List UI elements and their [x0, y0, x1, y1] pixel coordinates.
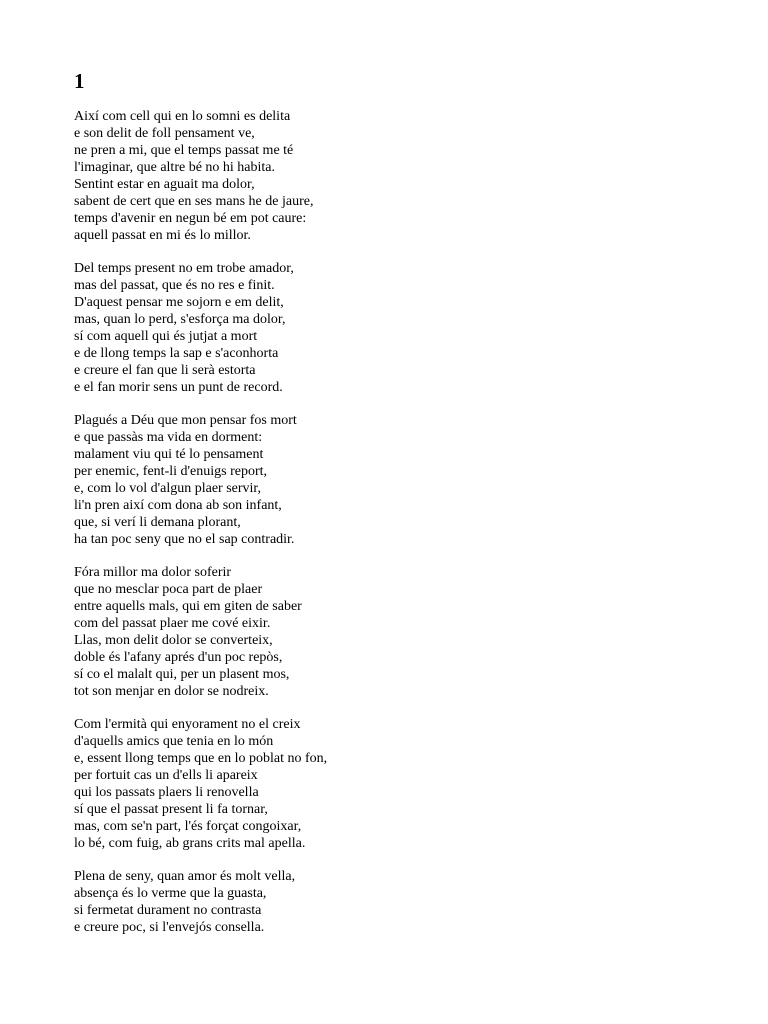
- verse-line: per fortuit cas un d'ells li apareix: [74, 768, 258, 783]
- stanza-1: [74, 108, 714, 244]
- document-page: [74, 68, 714, 952]
- verse-line: sí co el malalt qui, per un plasent mos,: [74, 667, 290, 682]
- verse-line: e, com lo vol d'algun plaer servir,: [74, 481, 262, 496]
- verse-line: Fóra millor ma dolor soferir: [74, 565, 232, 580]
- verse-line: e el fan morir sens un punt de record.: [74, 380, 283, 395]
- verse-line: mas, quan lo perd, s'esforça ma dolor,: [74, 312, 286, 327]
- verse-line: Llas, mon delit dolor se converteix,: [74, 633, 273, 648]
- verse-line: Com l'ermità qui enyorament no el creix: [74, 717, 301, 732]
- verse-line: mas, com se'n part, l'és forçat congoixar,: [74, 819, 302, 834]
- verse-line: sí que el passat present li fa tornar,: [74, 802, 268, 817]
- verse-line: temps d'avenir en negun bé em pot caure:: [74, 211, 307, 226]
- stanza-5: [74, 716, 714, 852]
- verse-line: mas del passat, que és no res e finit.: [74, 278, 275, 293]
- verse-line: si fermetat durament no contrasta: [74, 903, 262, 918]
- verse-line: e de llong temps la sap e s'aconhorta: [74, 346, 279, 361]
- verse-line: absença és lo verme que la guasta,: [74, 886, 267, 901]
- poem-number: 1: [74, 69, 85, 93]
- verse-line: que no mesclar poca part de plaer: [74, 582, 263, 597]
- verse-line: D'aquest pensar me sojorn e em delit,: [74, 295, 284, 310]
- verse-line: doble és l'afany aprés d'un poc repòs,: [74, 650, 283, 665]
- verse-line: d'aquells amics que tenia en lo món: [74, 734, 274, 749]
- stanza-6: [74, 868, 714, 936]
- stanza-4: [74, 564, 714, 700]
- verse-line: lo bé, com fuig, ab grans crits mal apella.: [74, 836, 306, 851]
- verse-line: que, si verí li demana plorant,: [74, 515, 241, 530]
- verse-line: ha tan poc seny que no el sap contradir.: [74, 532, 295, 547]
- verse-line: e que passàs ma vida en dorment:: [74, 430, 263, 445]
- verse-line: e, essent llong temps que en lo poblat no fon,: [74, 751, 328, 766]
- verse-line: per enemic, fent-li d'enuigs report,: [74, 464, 268, 479]
- verse-line: tot son menjar en dolor se nodreix.: [74, 684, 269, 699]
- verse-line: malament viu qui té lo pensament: [74, 447, 264, 462]
- verse-line: li'n pren així com dona ab son infant,: [74, 498, 282, 513]
- verse-line: l'imaginar, que altre bé no hi habita.: [74, 160, 276, 175]
- stanza-2: [74, 260, 714, 396]
- verse-line: Plena de seny, quan amor és molt vella,: [74, 869, 296, 884]
- verse-line: entre aquells mals, qui em giten de saber: [74, 599, 302, 614]
- verse-line: sí com aquell qui és jutjat a mort: [74, 329, 258, 344]
- verse-line: Sentint estar en aguait ma dolor,: [74, 177, 255, 192]
- verse-line: e creure el fan que li serà estorta: [74, 363, 256, 378]
- verse-line: Del temps present no em trobe amador,: [74, 261, 294, 276]
- verse-line: sabent de cert que en ses mans he de jaure,: [74, 194, 314, 209]
- stanza-3: [74, 412, 714, 548]
- verse-line: ne pren a mi, que el temps passat me té: [74, 143, 294, 158]
- verse-line: Plagués a Déu que mon pensar fos mort: [74, 413, 297, 428]
- verse-line: e creure poc, si l'envejós consella.: [74, 920, 265, 935]
- verse-line: com del passat plaer me cové eixir.: [74, 616, 271, 631]
- verse-line: Així com cell qui en lo somni es delita: [74, 109, 291, 124]
- verse-line: aquell passat en mi és lo millor.: [74, 228, 251, 243]
- verse-line: e son delit de foll pensament ve,: [74, 126, 255, 141]
- verse-line: qui los passats plaers li renovella: [74, 785, 259, 800]
